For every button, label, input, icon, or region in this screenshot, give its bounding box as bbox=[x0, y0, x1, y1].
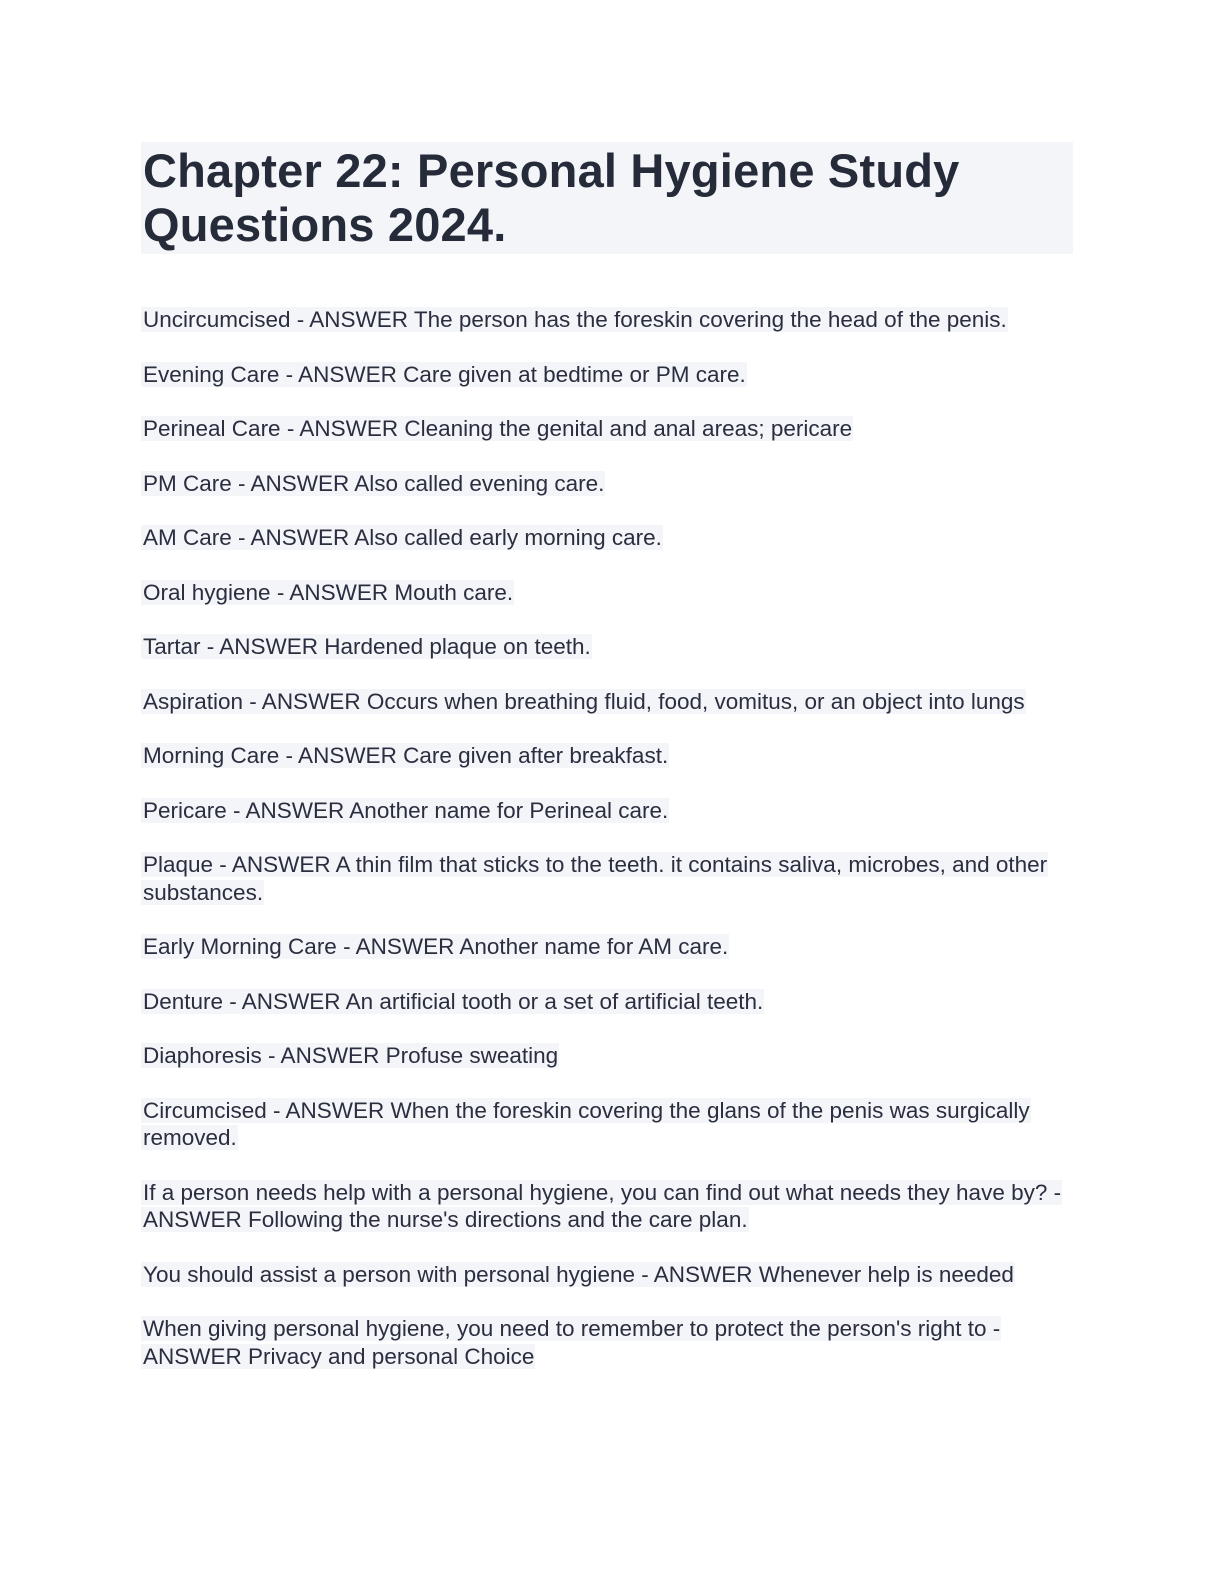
qa-text: Tartar - ANSWER Hardened plaque on teeth. bbox=[143, 634, 591, 659]
qa-text: PM Care - ANSWER Also called evening care. bbox=[143, 470, 605, 496]
qa-text: Morning Care - ANSWER Care given after breakfast. bbox=[143, 743, 669, 768]
qa-item bbox=[141, 470, 1073, 498]
qa-text: Diaphoresis - ANSWER Profuse sweating bbox=[143, 1043, 559, 1068]
qa-item bbox=[141, 933, 1073, 961]
qa-text: Early Morning Care - ANSWER Another name for AM care. bbox=[143, 934, 729, 959]
qa-text: Plaque - ANSWER A thin film that sticks to the teeth. it contains saliva, microbes, and other substances. bbox=[143, 852, 1048, 905]
page-title: Chapter 22: Personal Hygiene Study Questions 2024. bbox=[143, 144, 960, 251]
qa-item bbox=[141, 306, 1073, 334]
qa-list bbox=[141, 306, 1073, 1370]
qa-text: Oral hygiene - ANSWER Mouth care. bbox=[143, 579, 514, 605]
qa-text: AM Care - ANSWER Also called early morning care. bbox=[143, 525, 662, 550]
qa-item bbox=[141, 1097, 1073, 1152]
qa-item bbox=[141, 988, 1073, 1016]
qa-text: Uncircumcised - ANSWER The person has the foreskin covering the head of the penis. bbox=[143, 307, 1007, 332]
qa-text: Aspiration - ANSWER Occurs when breathing fluid, food, vomitus, or an object into lungs bbox=[143, 688, 1025, 714]
qa-text: Circumcised - ANSWER When the foreskin covering the glans of the penis was surgically removed. bbox=[143, 1097, 1030, 1150]
title-block bbox=[141, 142, 1073, 254]
qa-item bbox=[141, 361, 1073, 389]
qa-text: You should assist a person with personal hygiene - ANSWER Whenever help is needed bbox=[143, 1261, 1014, 1287]
qa-item bbox=[141, 742, 1073, 770]
qa-text: Pericare - ANSWER Another name for Perineal care. bbox=[143, 797, 669, 823]
qa-text: Perineal Care - ANSWER Cleaning the genital and anal areas; pericare bbox=[143, 416, 853, 441]
qa-item bbox=[141, 1042, 1073, 1070]
qa-item bbox=[141, 1315, 1073, 1370]
qa-text: Evening Care - ANSWER Care given at bedtime or PM care. bbox=[143, 361, 746, 387]
qa-item bbox=[141, 1261, 1073, 1289]
qa-text: Denture - ANSWER An artificial tooth or a set of artificial teeth. bbox=[143, 988, 764, 1014]
qa-text: When giving personal hygiene, you need to remember to protect the person's right to - ANSWER Privacy and personal Choice bbox=[143, 1316, 1001, 1369]
qa-item bbox=[141, 851, 1073, 906]
qa-text: If a person needs help with a personal hygiene, you can find out what needs they have by? - ANSWER Following the nurse's directions and the care plan. bbox=[143, 1179, 1062, 1232]
qa-item bbox=[141, 579, 1073, 607]
qa-item bbox=[141, 415, 1073, 443]
document-page bbox=[141, 142, 1073, 1397]
qa-item bbox=[141, 797, 1073, 825]
qa-item bbox=[141, 633, 1073, 661]
qa-item bbox=[141, 688, 1073, 716]
qa-item bbox=[141, 1179, 1073, 1234]
qa-item bbox=[141, 524, 1073, 552]
